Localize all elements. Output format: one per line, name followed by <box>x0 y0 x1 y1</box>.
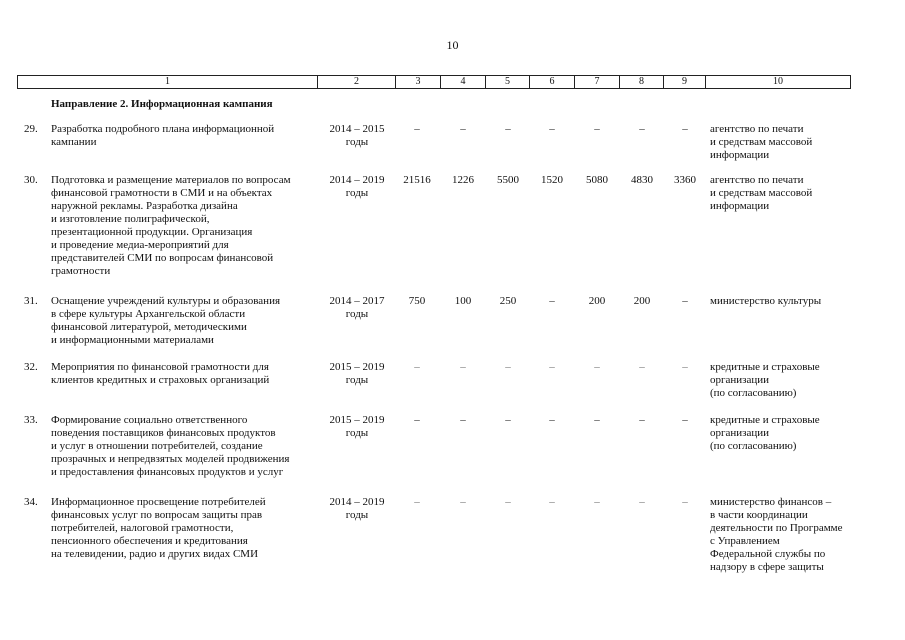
activity-name-line: клиентов кредитных и страховых организаций <box>51 374 270 386</box>
activity-name-line: финансовой грамотности в СМИ и на объектах <box>51 187 273 199</box>
period-line: 2014 – 2019 <box>329 174 385 186</box>
executor-line: агентство по печати <box>710 174 804 186</box>
period-line: 2014 – 2019 <box>329 496 385 508</box>
row-number: 34. <box>24 496 38 508</box>
executor <box>710 414 860 453</box>
header-cell-6: 6 <box>530 76 575 88</box>
activity-name-line: Информационное просвещение потребителей <box>51 496 266 508</box>
funding-value: 250 <box>499 295 517 307</box>
funding-value: – <box>682 123 688 135</box>
funding-value: 200 <box>633 295 651 307</box>
activity-name-line: финансовой литературой, методическими <box>51 321 247 333</box>
funding-value: – <box>549 496 555 508</box>
activity-name-line: потребителей, налоговой грамотности, <box>51 522 234 534</box>
executor-line: (по согласованию) <box>710 387 797 399</box>
executor-line: в части координации <box>710 509 808 521</box>
funding-value: 1226 <box>452 174 474 186</box>
header-cell-7: 7 <box>575 76 620 88</box>
period <box>318 361 396 387</box>
funding-value: – <box>594 414 600 426</box>
executor-line: агентство по печати <box>710 123 804 135</box>
period-line: годы <box>345 308 369 320</box>
executor <box>710 174 860 213</box>
activity-name-line: в сфере культуры Архангельской области <box>51 308 246 320</box>
header-cell-8: 8 <box>620 76 664 88</box>
activity-name-line: Разработка подробного плана информационной <box>51 123 275 135</box>
activity-name <box>51 414 321 479</box>
activity-name <box>51 361 321 387</box>
row-number: 32. <box>24 361 38 373</box>
activity-name <box>51 496 321 561</box>
period-line: 2014 – 2015 <box>329 123 385 135</box>
activity-name-line: Мероприятия по финансовой грамотности для <box>51 361 269 373</box>
section-title: Направление 2. Информационная кампания <box>51 98 273 110</box>
funding-value: – <box>460 361 466 373</box>
period-line: годы <box>345 374 369 386</box>
funding-value: 750 <box>408 295 426 307</box>
executor-line: информации <box>710 200 770 212</box>
funding-value: – <box>682 496 688 508</box>
funding-value: – <box>639 123 645 135</box>
activity-name <box>51 123 321 149</box>
activity-name-line: наружной рекламы. Разработка дизайна <box>51 200 238 212</box>
activity-name-line: и изготовление полиграфической, <box>51 213 210 225</box>
period <box>318 174 396 200</box>
funding-value: – <box>682 414 688 426</box>
executor-line: министерство финансов – <box>710 496 832 508</box>
activity-name-line: и услуг в отношении потребителей, создание <box>51 440 263 452</box>
activity-name-line: поведения поставщиков финансовых продуктов <box>51 427 276 439</box>
header-cell-10: 10 <box>773 76 783 87</box>
funding-value: – <box>460 123 466 135</box>
header-cell-2: 2 <box>318 76 396 88</box>
funding-value: – <box>460 414 466 426</box>
table-header <box>17 75 851 89</box>
period <box>318 123 396 149</box>
funding-value: 5080 <box>586 174 608 186</box>
executor <box>710 361 860 400</box>
activity-name-line: финансовых услуг по вопросам защиты прав <box>51 509 263 521</box>
executor-line: информации <box>710 149 770 161</box>
header-cell-1: 1 <box>18 76 318 88</box>
activity-name-line: кампании <box>51 136 97 148</box>
activity-name-line: и предоставления финансовых продуктов и услуг <box>51 466 284 478</box>
executor-line: надзору в сфере защиты <box>710 561 824 573</box>
activity-name-line: грамотности <box>51 265 111 277</box>
executor-line: деятельности по Программе <box>710 522 843 534</box>
activity-name <box>51 295 321 347</box>
period-line: 2015 – 2019 <box>329 414 385 426</box>
executor-line: и средствам массовой <box>710 187 813 199</box>
activity-name-line: представителей СМИ по вопросам финансовой <box>51 252 274 264</box>
funding-value: 100 <box>454 295 472 307</box>
executor <box>710 295 860 308</box>
funding-value: – <box>639 414 645 426</box>
funding-value: 3360 <box>674 174 696 186</box>
funding-value: – <box>549 295 555 307</box>
executor-line: кредитные и страховые <box>710 361 820 373</box>
activity-name-line: на телевидении, радио и других видах СМИ <box>51 548 259 560</box>
period-line: 2015 – 2019 <box>329 361 385 373</box>
executor <box>710 496 860 574</box>
funding-value: 200 <box>588 295 606 307</box>
funding-value: – <box>549 414 555 426</box>
period-line: 2014 – 2017 <box>329 295 385 307</box>
funding-value: – <box>594 496 600 508</box>
activity-name-line: пенсионного обеспечения и кредитования <box>51 535 248 547</box>
period <box>318 414 396 440</box>
executor-line: организации <box>710 427 770 439</box>
funding-value: – <box>682 295 688 307</box>
period <box>318 295 396 321</box>
executor-line: и средствам массовой <box>710 136 813 148</box>
activity-name-line: и информационными материалами <box>51 334 214 346</box>
funding-value: – <box>594 123 600 135</box>
funding-value: – <box>549 361 555 373</box>
funding-value: 21516 <box>403 174 431 186</box>
executor-line: (по согласованию) <box>710 440 797 452</box>
funding-value: – <box>460 496 466 508</box>
header-cell-4: 4 <box>441 76 486 88</box>
executor-line: кредитные и страховые <box>710 414 820 426</box>
funding-value: 1520 <box>541 174 563 186</box>
funding-value: – <box>549 123 555 135</box>
funding-value: – <box>505 414 511 426</box>
funding-value: – <box>505 123 511 135</box>
row-number: 30. <box>24 174 38 186</box>
header-cell-3: 3 <box>396 76 441 88</box>
executor-line: с Управлением <box>710 535 780 547</box>
executor-line: организации <box>710 374 770 386</box>
page-number: 10 <box>446 38 459 52</box>
funding-value: – <box>414 361 420 373</box>
header-cell-9: 9 <box>664 76 706 88</box>
row-number: 31. <box>24 295 38 307</box>
funding-value: – <box>639 496 645 508</box>
period <box>318 496 396 522</box>
funding-value: – <box>594 361 600 373</box>
activity-name-line: презентационной продукции. Организация <box>51 226 253 238</box>
funding-value: – <box>414 496 420 508</box>
activity-name-line: Оснащение учреждений культуры и образования <box>51 295 281 307</box>
funding-value: – <box>505 361 511 373</box>
period-line: годы <box>345 427 369 439</box>
period-line: годы <box>345 187 369 199</box>
funding-value: – <box>682 361 688 373</box>
funding-value: 5500 <box>497 174 519 186</box>
funding-value: 4830 <box>631 174 653 186</box>
activity-name-line: и проведение медиа-мероприятий для <box>51 239 229 251</box>
executor-line: Федеральной службы по <box>710 548 826 560</box>
row-number: 29. <box>24 123 38 135</box>
activity-name-line: Подготовка и размещение материалов по вопросам <box>51 174 291 186</box>
executor-line: министерство культуры <box>710 295 822 307</box>
funding-value: – <box>639 361 645 373</box>
row-number: 33. <box>24 414 38 426</box>
activity-name <box>51 174 321 278</box>
funding-value: – <box>414 123 420 135</box>
funding-value: – <box>505 496 511 508</box>
funding-value: – <box>414 414 420 426</box>
header-cell-5: 5 <box>486 76 530 88</box>
period-line: годы <box>345 136 369 148</box>
period-line: годы <box>345 509 369 521</box>
executor <box>710 123 860 162</box>
activity-name-line: Формирование социально ответственного <box>51 414 248 426</box>
activity-name-line: прозрачных и непредвзятых моделей продвижения <box>51 453 290 465</box>
